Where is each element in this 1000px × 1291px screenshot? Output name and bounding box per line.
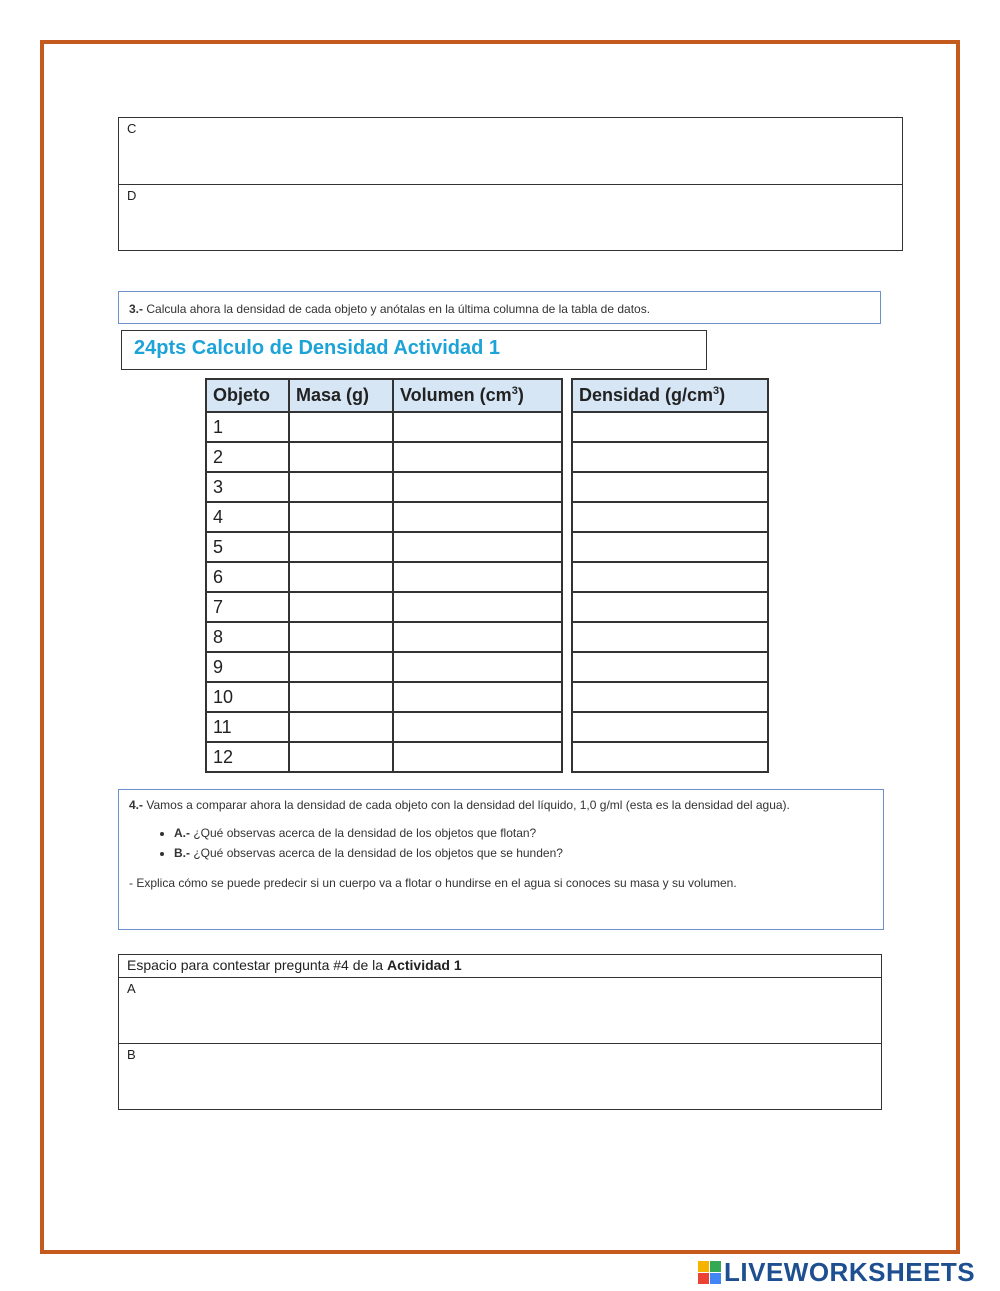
cell-objeto: 10 — [206, 682, 289, 712]
column-gap — [562, 562, 572, 592]
cell-masa[interactable] — [289, 502, 393, 532]
cell-volumen[interactable] — [393, 502, 562, 532]
cell-densidad[interactable] — [572, 592, 768, 622]
table-row — [206, 652, 768, 682]
cell-objeto: 9 — [206, 652, 289, 682]
cell-objeto: 4 — [206, 502, 289, 532]
question-items — [129, 823, 873, 863]
cell-densidad[interactable] — [572, 682, 768, 712]
cell-densidad[interactable] — [572, 562, 768, 592]
response-row-a[interactable] — [119, 977, 881, 1043]
cell-objeto: 8 — [206, 622, 289, 652]
cell-densidad[interactable] — [572, 442, 768, 472]
cell-volumen[interactable] — [393, 562, 562, 592]
cell-objeto: 6 — [206, 562, 289, 592]
logo-icon — [698, 1261, 721, 1284]
response-header: Espacio para contestar pregunta #4 de la Actividad 1 — [127, 957, 462, 973]
column-gap — [562, 532, 572, 562]
answer-row-c[interactable] — [119, 118, 902, 184]
density-table — [205, 378, 769, 773]
cell-masa[interactable] — [289, 442, 393, 472]
cell-masa[interactable] — [289, 532, 393, 562]
cell-masa[interactable] — [289, 622, 393, 652]
question-4-box — [118, 789, 884, 930]
table-row — [206, 502, 768, 532]
logo-text: LIVEWORKSHEETS — [724, 1257, 976, 1287]
table-row — [206, 532, 768, 562]
header-densidad: Densidad $(g/cm^3)$ — [572, 379, 768, 412]
cell-volumen[interactable] — [393, 592, 562, 622]
table-row — [206, 562, 768, 592]
column-gap — [562, 472, 572, 502]
cell-masa[interactable] — [289, 682, 393, 712]
cell-masa[interactable] — [289, 742, 393, 772]
table-row — [206, 412, 768, 442]
question-closing: - Explica cómo se puede predecir si un cuerpo va a flotar o hundirse en el agua si conoces su masa y su volumen. — [129, 876, 737, 890]
column-gap — [562, 442, 572, 472]
column-gap — [562, 712, 572, 742]
response-label: B — [127, 1047, 136, 1062]
cell-volumen[interactable] — [393, 712, 562, 742]
activity-title: 24pts Calculo de Densidad Actividad 1 — [121, 330, 707, 370]
cell-masa[interactable] — [289, 472, 393, 502]
table-row — [206, 622, 768, 652]
cell-objeto: 11 — [206, 712, 289, 742]
response-box — [118, 954, 882, 1110]
cell-densidad[interactable] — [572, 742, 768, 772]
cell-densidad[interactable] — [572, 502, 768, 532]
cell-volumen[interactable] — [393, 622, 562, 652]
column-gap — [562, 742, 572, 772]
question-item-a: • A.- ¿Qué observas acerca de la densidad de los objetos que flotan? — [174, 823, 873, 843]
header-volumen: Volumen $(cm^3)$ — [393, 379, 562, 412]
question-text: Calcula ahora la densidad de cada objeto y anótalas en la última columna de la tabla de datos. — [146, 302, 651, 316]
cell-volumen[interactable] — [393, 742, 562, 772]
column-gap — [562, 682, 572, 712]
cell-masa[interactable] — [289, 562, 393, 592]
cell-densidad[interactable] — [572, 472, 768, 502]
cell-volumen[interactable] — [393, 412, 562, 442]
column-gap — [562, 502, 572, 532]
table-header-row — [206, 379, 768, 412]
question-number: 3.- — [129, 302, 144, 316]
cell-densidad[interactable] — [572, 622, 768, 652]
header-objeto: Objeto — [206, 379, 289, 412]
table-row — [206, 592, 768, 622]
cell-objeto: 5 — [206, 532, 289, 562]
answer-label: C — [127, 121, 137, 136]
cell-objeto: 3 — [206, 472, 289, 502]
answer-label: D — [127, 188, 137, 203]
cell-objeto: 2 — [206, 442, 289, 472]
answer-box-top — [118, 117, 903, 251]
answer-row-d[interactable] — [119, 184, 902, 250]
cell-objeto: 7 — [206, 592, 289, 622]
table-row — [206, 742, 768, 772]
liveworksheets-logo — [698, 1257, 975, 1288]
cell-densidad[interactable] — [572, 652, 768, 682]
question-number: 4.- — [129, 798, 144, 812]
column-gap — [562, 412, 572, 442]
cell-objeto: 12 — [206, 742, 289, 772]
table-row — [206, 712, 768, 742]
cell-volumen[interactable] — [393, 532, 562, 562]
column-gap — [562, 652, 572, 682]
cell-masa[interactable] — [289, 652, 393, 682]
cell-volumen[interactable] — [393, 442, 562, 472]
cell-masa[interactable] — [289, 592, 393, 622]
cell-masa[interactable] — [289, 412, 393, 442]
cell-densidad[interactable] — [572, 412, 768, 442]
cell-densidad[interactable] — [572, 712, 768, 742]
table-row — [206, 682, 768, 712]
column-gap — [562, 622, 572, 652]
table-row — [206, 442, 768, 472]
cell-densidad[interactable] — [572, 532, 768, 562]
response-row-b[interactable] — [119, 1043, 881, 1109]
response-label: A — [127, 981, 136, 996]
cell-volumen[interactable] — [393, 682, 562, 712]
question-intro: Vamos a comparar ahora la densidad de cada objeto con la densidad del líquido, 1,0 g/ml (esta es la densidad del agua). — [146, 798, 790, 812]
question-3-box — [118, 291, 881, 324]
cell-volumen[interactable] — [393, 652, 562, 682]
cell-masa[interactable] — [289, 712, 393, 742]
table-row — [206, 472, 768, 502]
header-masa: Masa (g) — [289, 379, 393, 412]
question-item-b: • B.- ¿Qué observas acerca de la densidad de los objetos que se hunden? — [174, 843, 873, 863]
cell-volumen[interactable] — [393, 472, 562, 502]
column-gap — [562, 379, 572, 412]
column-gap — [562, 592, 572, 622]
cell-objeto: 1 — [206, 412, 289, 442]
